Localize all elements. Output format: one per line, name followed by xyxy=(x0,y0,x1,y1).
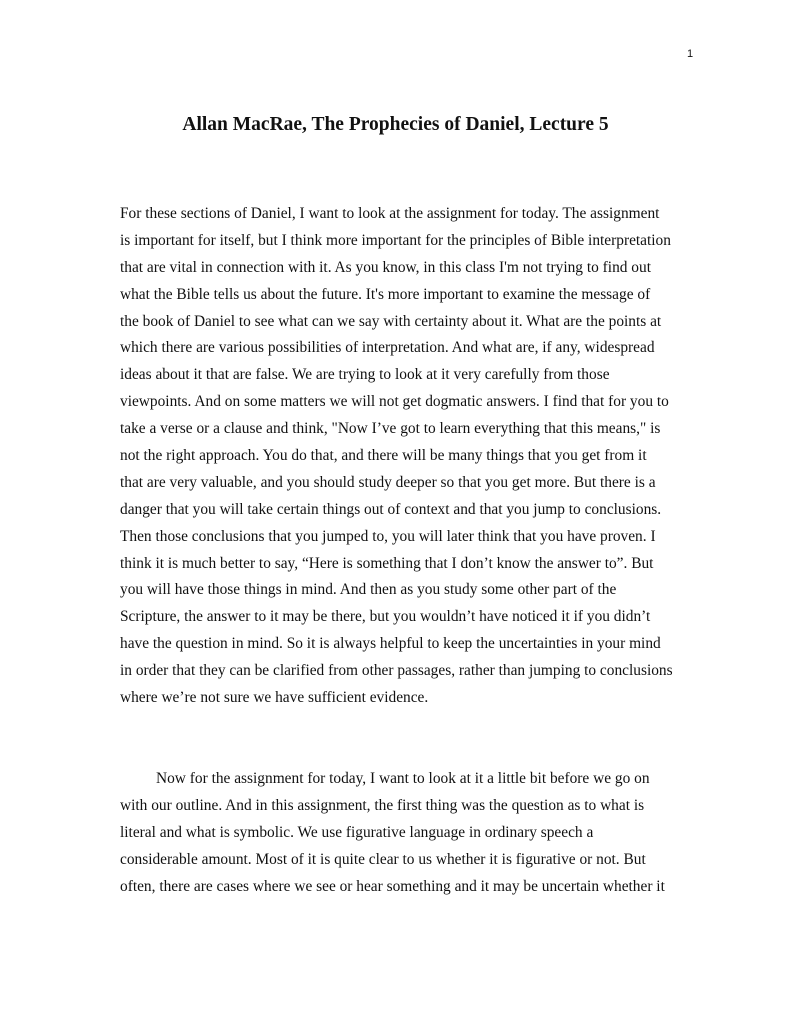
text-line: Then those conclusions that you jumped to, you will later think that you have proven. I xyxy=(120,527,656,545)
text-line: the book of Daniel to see what can we say with certainty about it. What are the points at xyxy=(120,312,662,330)
page-number: 1 xyxy=(687,48,694,60)
text-line: not the right approach. You do that, and there will be many things that you get from it xyxy=(120,447,647,465)
text-line: For these sections of Daniel, I want to look at the assignment for today. The assignment xyxy=(120,205,660,222)
text-line: in order that they can be clarified from other passages, rather than jumping to conclusions xyxy=(120,662,673,680)
text-line: is important for itself, but I think more important for the principles of Bible interpretation xyxy=(120,231,671,249)
text-line: take a verse or a clause and think, "Now I’ve got to learn everything that this means," is xyxy=(120,420,661,438)
text-line: think it is much better to say, “Here is something that I don’t know the answer to”. But xyxy=(120,554,654,572)
text-line: viewpoints. And on some matters we will not get dogmatic answers. I find that for you to xyxy=(120,393,669,411)
text-line: Scripture, the answer to it may be there, but you wouldn’t have noticed it if you didn’t xyxy=(120,608,651,626)
text-line: with our outline. And in this assignment, the first thing was the question as to what is xyxy=(120,796,645,814)
text-line: you will have those things in mind. And then as you study some other part of the xyxy=(120,581,617,599)
text-line: which there are various possibilities of interpretation. And what are, if any, widespread xyxy=(120,339,655,357)
text-line: ideas about it that are false. We are trying to look at it very carefully from those xyxy=(120,366,610,384)
text-line: Now for the assignment for today, I want to look at it a little bit before we go on xyxy=(156,770,650,787)
text-line: that are vital in connection with it. As you know, in this class I'm not trying to find out xyxy=(120,258,651,276)
text-line: that are very valuable, and you should study deeper so that you get more. But there is a xyxy=(120,473,656,491)
text-line: literal and what is symbolic. We use figurative language in ordinary speech a xyxy=(120,823,594,841)
text-line: have the question in mind. So it is always helpful to keep the uncertainties in your mind xyxy=(120,635,661,653)
paragraph-2 xyxy=(120,766,710,900)
text-line: considerable amount. Most of it is quite clear to us whether it is figurative or not. But xyxy=(120,850,646,868)
text-line: what the Bible tells us about the future. It's more important to examine the message of xyxy=(120,285,651,303)
text-line: where we’re not sure we have sufficient evidence. xyxy=(120,689,429,707)
paragraph-1 xyxy=(120,201,710,712)
document-title: Allan MacRae, The Prophecies of Daniel, Lecture 5 xyxy=(182,114,609,135)
text-line: often, there are cases where we see or hear something and it may be uncertain whether it xyxy=(120,877,665,895)
text-line: danger that you will take certain things out of context and that you jump to conclusions. xyxy=(120,500,662,518)
